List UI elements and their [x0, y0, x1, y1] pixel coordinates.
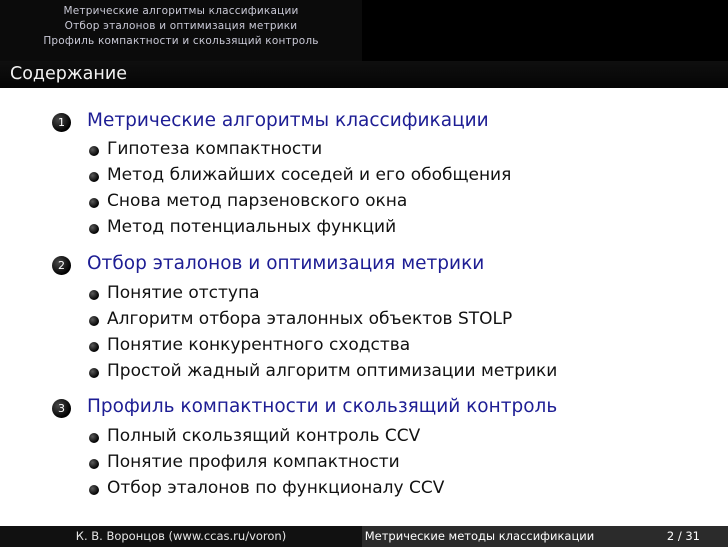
frame-title: Содержание — [10, 64, 127, 84]
list-item[interactable] — [0, 452, 728, 476]
list-item[interactable] — [0, 478, 728, 502]
header-navigation — [0, 0, 362, 61]
subsection-label: Гипотеза компактности — [107, 139, 323, 159]
header-line-2[interactable]: Отбор эталонов и оптимизация метрики — [64, 20, 298, 32]
bullet-icon — [89, 459, 99, 469]
bullet-icon — [89, 433, 99, 443]
list-item[interactable] — [0, 426, 728, 450]
list-item[interactable] — [0, 309, 728, 333]
subsection-label: Полный скользящий контроль CCV — [107, 426, 421, 446]
bullet-icon — [89, 368, 99, 378]
bullet-icon — [89, 342, 99, 352]
list-item[interactable] — [0, 217, 728, 241]
subsection-label: Отбор эталонов по функционалу CCV — [107, 478, 445, 498]
list-item[interactable] — [0, 139, 728, 163]
list-item[interactable] — [0, 165, 728, 189]
section-number-1: 1 — [52, 113, 71, 132]
bullet-icon — [89, 316, 99, 326]
list-item[interactable] — [0, 361, 728, 385]
bullet-icon — [89, 485, 99, 495]
footer-author: К. В. Воронцов (www.ccas.ru/voron) — [0, 526, 362, 547]
header-bar — [0, 0, 728, 61]
bullet-icon — [89, 146, 99, 156]
bullet-icon — [89, 290, 99, 300]
subsection-label: Понятие профиля компактности — [107, 452, 400, 472]
subsection-label: Метод ближайших соседей и его обобщения — [107, 165, 512, 185]
section-number-2: 2 — [52, 256, 71, 275]
header-line-1[interactable]: Метрические алгоритмы классификации — [63, 5, 299, 17]
section-title-2[interactable]: Отбор эталонов и оптимизация метрики — [87, 253, 485, 274]
footer-title: Метрические методы классификации — [362, 526, 597, 547]
subsection-label: Алгоритм отбора эталонных объектов STOLP — [107, 309, 513, 329]
bullet-icon — [89, 172, 99, 182]
subsection-label: Понятие отступа — [107, 283, 260, 303]
footer-bar — [0, 526, 728, 547]
header-line-3[interactable]: Профиль компактности и скользящий контроль — [43, 35, 319, 47]
footer-page-number — [597, 526, 728, 547]
list-item[interactable] — [0, 191, 728, 215]
subsection-label: Простой жадный алгоритм оптимизации метрики — [107, 361, 558, 381]
subsection-label: Метод потенциальных функций — [107, 217, 397, 237]
frame-title-bar — [0, 61, 728, 88]
list-item[interactable] — [0, 283, 728, 307]
page-counter: 2 / 31 — [666, 529, 700, 543]
bullet-icon — [89, 198, 99, 208]
list-item[interactable] — [0, 335, 728, 359]
subsection-label: Снова метод парзеновского окна — [107, 191, 408, 211]
subsection-label: Понятие конкурентного сходства — [107, 335, 411, 355]
bullet-icon — [89, 224, 99, 234]
section-number-3: 3 — [52, 399, 71, 418]
section-title-1[interactable]: Метрические алгоритмы классификации — [87, 110, 489, 131]
section-title-3[interactable]: Профиль компактности и скользящий контроль — [87, 396, 558, 417]
